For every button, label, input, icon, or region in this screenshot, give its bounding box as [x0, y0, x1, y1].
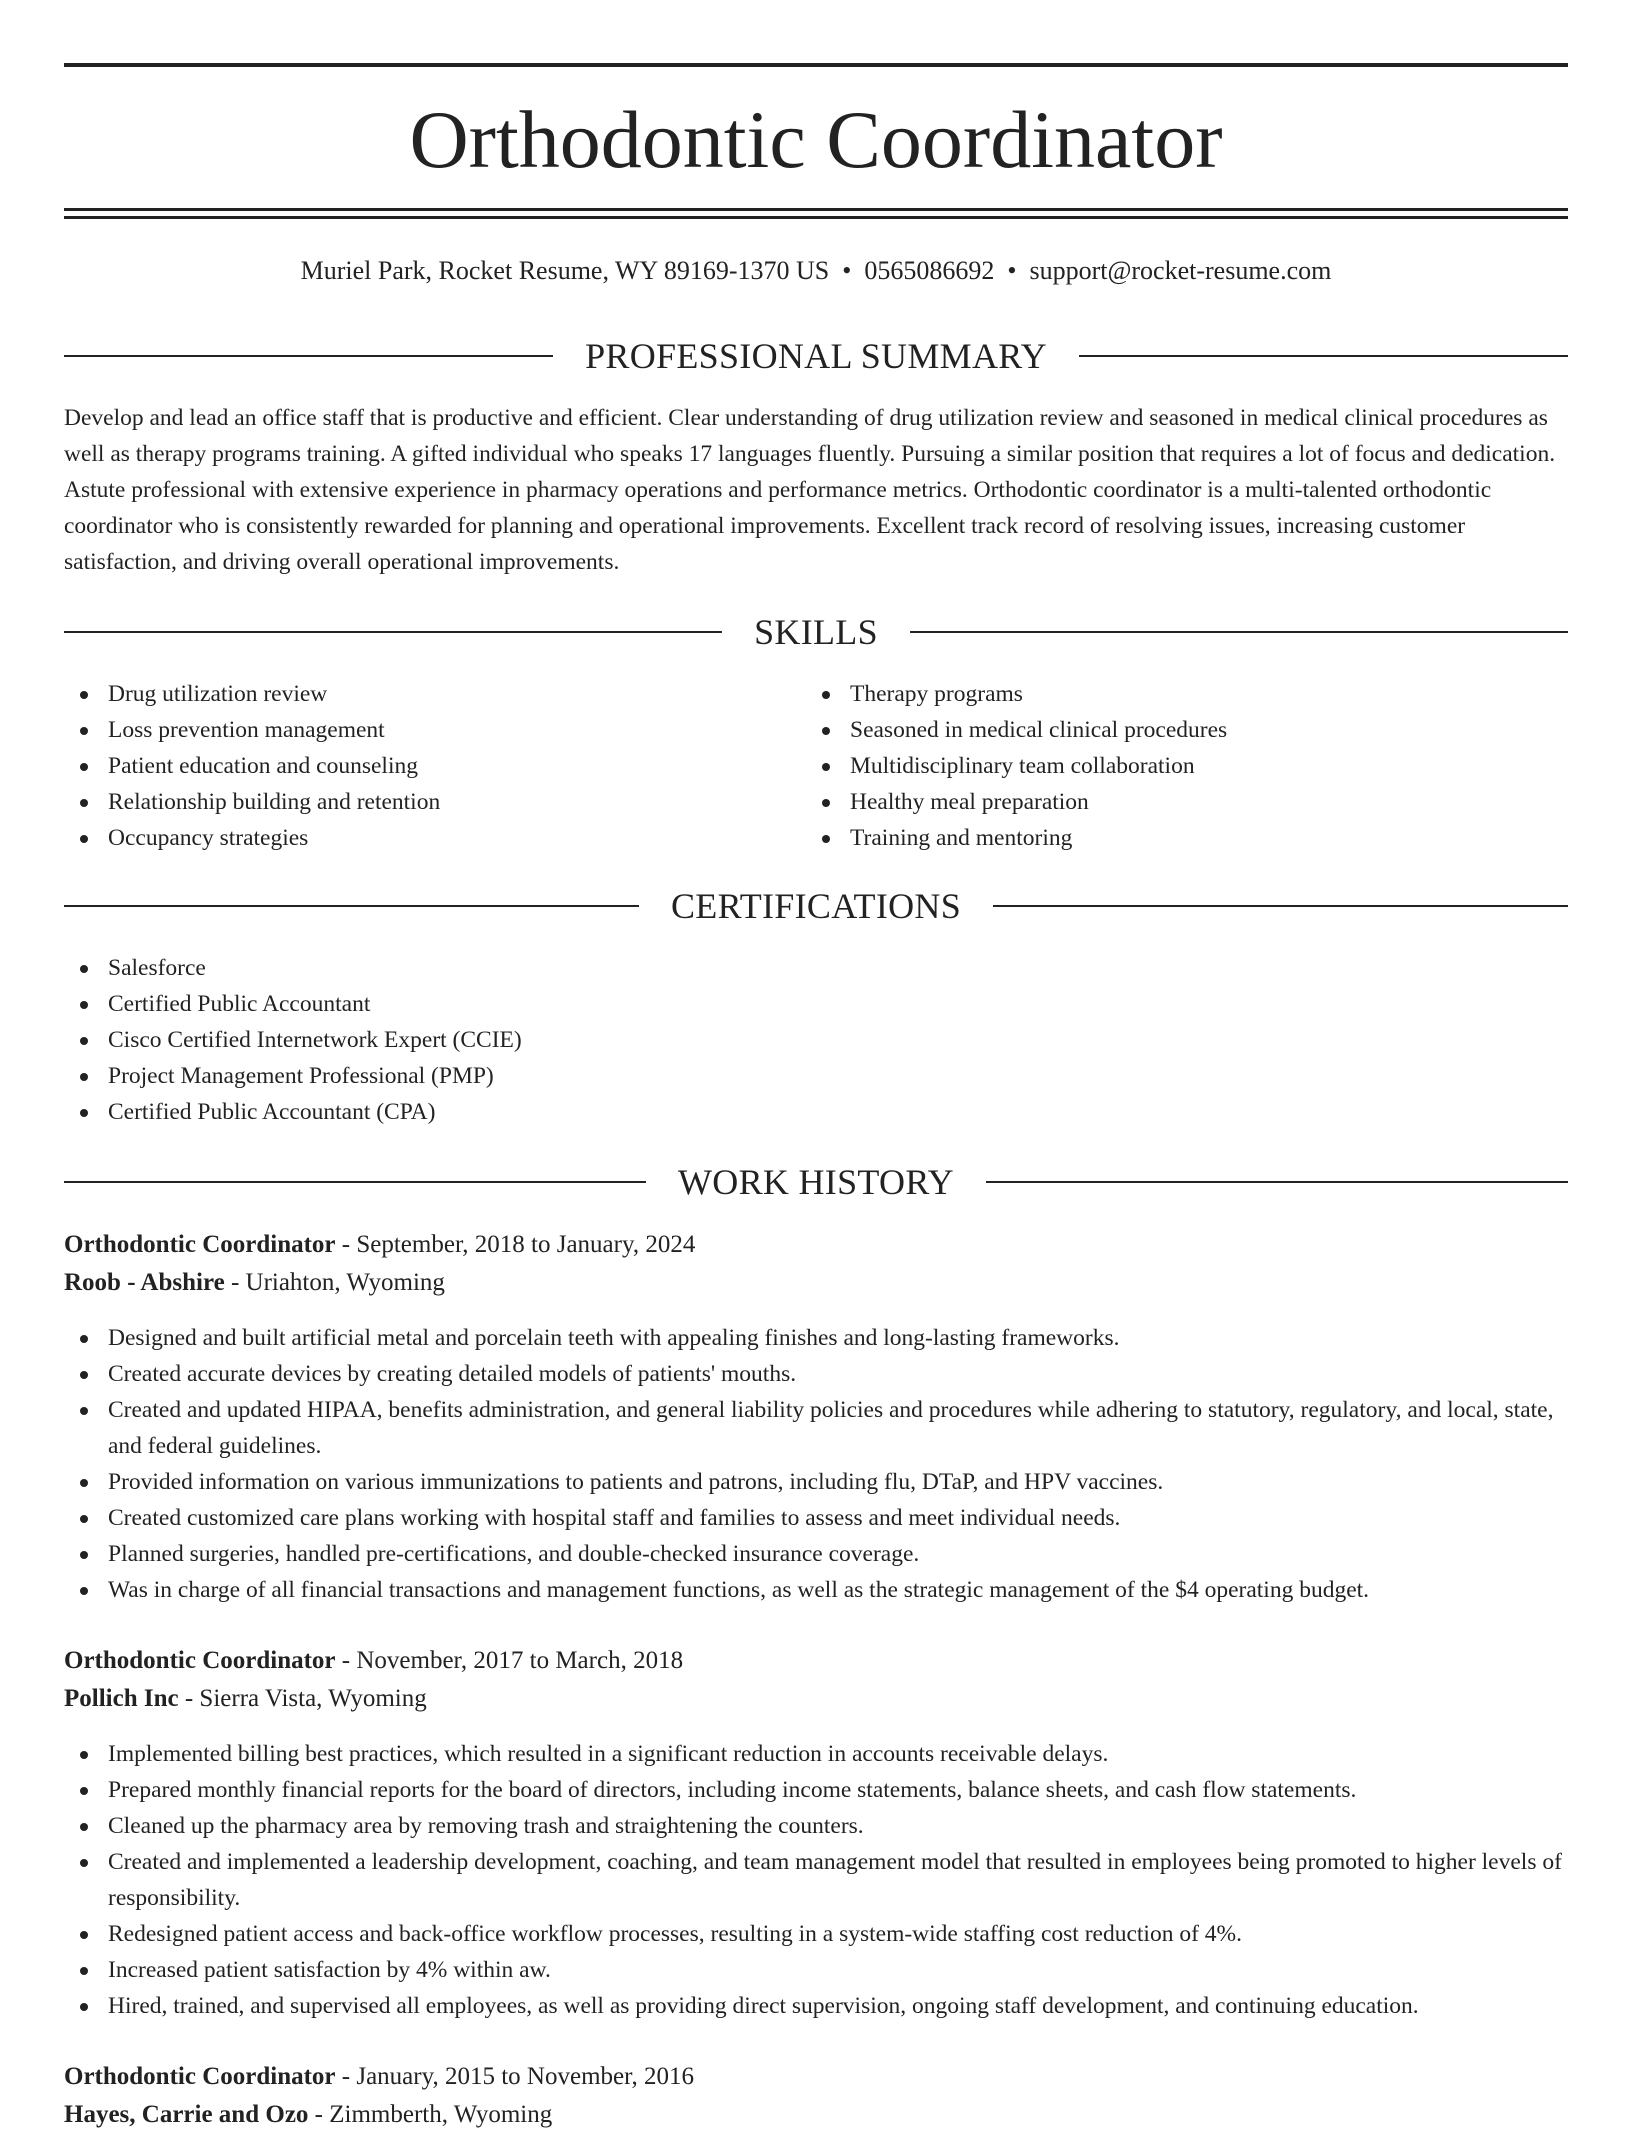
job-dates: - January, 2015 to November, 2016: [335, 2063, 694, 2090]
job-location: - Uriahton, Wyoming: [224, 1269, 445, 1296]
list-item: Relationship building and retention: [64, 784, 804, 820]
divider: [64, 905, 639, 907]
job-title: Orthodontic Coordinator: [64, 2063, 336, 2090]
resume-page: [64, 0, 1568, 2128]
contact-separator: •: [842, 256, 852, 285]
list-item: Cisco Certified Internetwork Expert (CCIE): [64, 1022, 1568, 1058]
summary-text: Develop and lead an office staff that is productive and efficient. Clear understanding of drug utilization review and seasoned in medical clinical procedures as well as therapy programs training. A gifted individual who speaks 17 languages fluently. Pursuing a similar position that requires a lot of focus and dedication. Astute professional with extensive experience in pharmacy operations and performance metrics. Orthodontic coordinator is a multi-talented orthodontic coordinator who is consistently rewarded for planning and operational improvements. Excellent track record of resolving issues, increasing customer satisfaction, and driving overall operational improvements.: [64, 405, 1556, 575]
header-rule-1: [64, 208, 1568, 211]
section-header-work-history: [64, 1160, 1568, 1204]
job-company-line: [64, 1265, 445, 1301]
divider: [1079, 355, 1568, 357]
list-item: Planned surgeries, handled pre-certifications, and double-checked insurance coverage.: [64, 1536, 1568, 1572]
list-item: Certified Public Accountant (CPA): [64, 1094, 1568, 1130]
skills-list-left: [64, 676, 804, 856]
skills-list-right: [806, 676, 1566, 856]
header-rule-2: [64, 216, 1568, 219]
contact-separator: •: [1007, 256, 1017, 285]
job-bullets: [64, 1736, 1568, 2024]
list-item: Provided information on various immunizations to patients and patrons, including flu, DTaP, and HPV vaccines.: [64, 1464, 1568, 1500]
list-item: Seasoned in medical clinical procedures: [806, 712, 1566, 748]
job-company: Roob - Abshire: [64, 1269, 225, 1296]
list-item: Created accurate devices by creating detailed models of patients' mouths.: [64, 1356, 1568, 1392]
job-title-line: [64, 2059, 694, 2095]
divider: [993, 905, 1568, 907]
list-item: Healthy meal preparation: [806, 784, 1566, 820]
job-title-line: [64, 1643, 683, 1679]
job-title-line: [64, 1227, 695, 1263]
list-item: Hired, trained, and supervised all employees, as well as providing direct supervision, ongoing staff development, and continuing education.: [64, 1988, 1568, 2024]
list-item: Project Management Professional (PMP): [64, 1058, 1568, 1094]
list-item: Implemented billing best practices, which resulted in a significant reduction in accounts receivable delays.: [64, 1736, 1568, 1772]
list-item: Training and mentoring: [806, 820, 1566, 856]
section-header-skills: [64, 610, 1568, 654]
header-top-rule: [64, 63, 1568, 67]
resume-name: Orthodontic Coordinator: [409, 94, 1223, 185]
job-company: Pollich Inc: [64, 1685, 179, 1712]
section-title: WORK HISTORY: [678, 1162, 954, 1202]
divider: [986, 1181, 1568, 1183]
list-item: Redesigned patient access and back-office workflow processes, resulting in a system-wide staffing cost reduction of 4%.: [64, 1916, 1568, 1952]
list-item: Designed and built artificial metal and porcelain teeth with appealing finishes and long-lasting frameworks.: [64, 1320, 1568, 1356]
list-item: Multidisciplinary team collaboration: [806, 748, 1566, 784]
job-company-line: [64, 2097, 552, 2133]
job-company: Hayes, Carrie and Ozo: [64, 2101, 309, 2128]
certifications-list: [64, 950, 1568, 1130]
section-title: SKILLS: [754, 612, 878, 652]
job-dates: - September, 2018 to January, 2024: [335, 1231, 696, 1258]
list-item: Occupancy strategies: [64, 820, 804, 856]
list-item: Cleaned up the pharmacy area by removing trash and straightening the counters.: [64, 1808, 1568, 1844]
list-item: Prepared monthly financial reports for the board of directors, including income statements, balance sheets, and cash flow statements.: [64, 1772, 1568, 1808]
section-header-certifications: [64, 884, 1568, 928]
section-title: CERTIFICATIONS: [670, 886, 962, 926]
job-company-line: [64, 1681, 427, 1717]
list-item: Salesforce: [64, 950, 1568, 986]
contact-email: support@rocket-resume.com: [1029, 256, 1332, 285]
section-header-summary: [64, 334, 1568, 378]
list-item: Certified Public Accountant: [64, 986, 1568, 1022]
divider: [910, 631, 1568, 633]
contact-phone: 0565086692: [864, 256, 995, 285]
job-location: - Zimmberth, Wyoming: [308, 2101, 553, 2128]
section-title: PROFESSIONAL SUMMARY: [585, 336, 1047, 376]
job-dates: - November, 2017 to March, 2018: [335, 1647, 684, 1674]
list-item: Was in charge of all financial transactions and management functions, as well as the strategic management of the $4 operating budget.: [64, 1572, 1568, 1608]
list-item: Loss prevention management: [64, 712, 804, 748]
list-item: Therapy programs: [806, 676, 1566, 712]
job-title: Orthodontic Coordinator: [64, 1231, 336, 1258]
job-title: Orthodontic Coordinator: [64, 1647, 336, 1674]
list-item: Created and updated HIPAA, benefits administration, and general liability policies and procedures while adhering to statutory, regulatory, and local, state, and federal guidelines.: [64, 1392, 1568, 1464]
list-item: Created and implemented a leadership development, coaching, and team management model that resulted in employees being promoted to higher levels of responsibility.: [64, 1844, 1568, 1916]
job-location: - Sierra Vista, Wyoming: [178, 1685, 427, 1712]
job-bullets: [64, 1320, 1568, 1608]
divider: [64, 355, 553, 357]
divider: [64, 631, 722, 633]
list-item: Drug utilization review: [64, 676, 804, 712]
list-item: Patient education and counseling: [64, 748, 804, 784]
list-item: Created customized care plans working with hospital staff and families to assess and meet individual needs.: [64, 1500, 1568, 1536]
contact-address: Muriel Park, Rocket Resume, WY 89169-1370 US: [300, 256, 830, 285]
divider: [64, 1181, 646, 1183]
list-item: Increased patient satisfaction by 4% within aw.: [64, 1952, 1568, 1988]
contact-line: [64, 253, 1568, 289]
